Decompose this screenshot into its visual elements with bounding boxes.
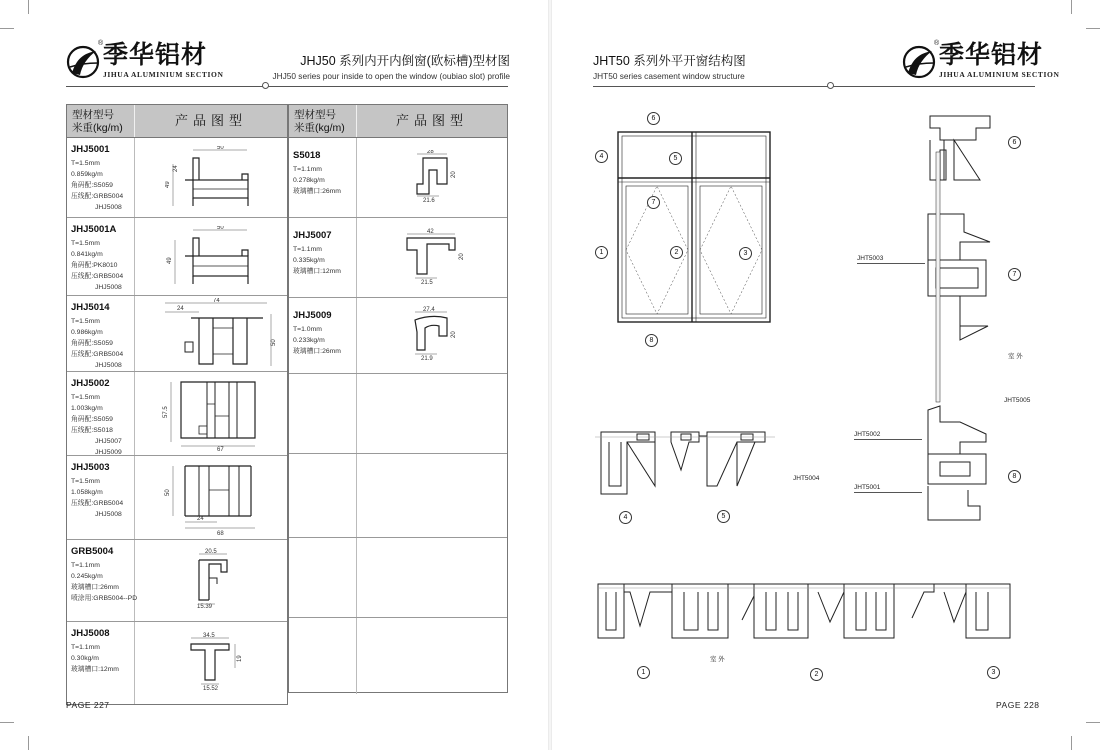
table-row <box>289 298 507 374</box>
svg-text:15.52: 15.52 <box>203 686 219 692</box>
brand-name-cn: 季华铝材 <box>103 40 208 69</box>
callout-7: 7 <box>1008 268 1021 281</box>
callout-6: 6 <box>1008 136 1021 149</box>
table-row <box>67 296 287 372</box>
svg-text:50: 50 <box>271 339 277 346</box>
profile-drawing <box>135 622 287 704</box>
table-row <box>67 372 287 456</box>
svg-text:15.39: 15.39 <box>197 604 213 610</box>
table-row <box>67 622 287 704</box>
profile-info: JHJ5014 T=1.5mm 0.986kg/m 角码配:S5059 压线配:GRB5004 JHJ5008 <box>67 296 135 371</box>
svg-text:49: 49 <box>167 257 173 264</box>
header-product-drawing: 产品图型 <box>395 113 468 128</box>
window-elevation-drawing <box>614 128 774 328</box>
profile-info: S5018 T=1.1mm 0.278kg/m 玻璃槽口:26mm <box>289 138 357 217</box>
svg-text:68: 68 <box>217 531 224 536</box>
svg-text:24: 24 <box>173 165 179 172</box>
table-row <box>67 218 287 296</box>
profile-drawing <box>135 540 287 621</box>
page-title-en: JHJ50 series pour inside to open the window (oubiao slot) profile <box>272 71 510 81</box>
svg-text:57.5: 57.5 <box>163 406 169 418</box>
page-number: PAGE 227 <box>66 700 110 710</box>
callout-3: 3 <box>987 666 1000 679</box>
page-title-en: JHT50 series casement window structure <box>593 71 745 81</box>
crop-mark <box>1086 722 1100 723</box>
profile-drawing <box>135 456 287 539</box>
profile-drawing <box>357 138 507 217</box>
brand-emblem-icon <box>66 45 100 79</box>
table-row <box>289 618 507 694</box>
crop-mark <box>1071 736 1072 750</box>
page-title-cn: JHJ50 系列内开内倒窗(欧标槽)型材图 <box>300 54 510 68</box>
callout-2: 2 <box>810 668 823 681</box>
svg-text:74: 74 <box>213 298 220 304</box>
label-jht5005: JHT5005 <box>1004 397 1031 404</box>
svg-text:67: 67 <box>217 447 224 452</box>
svg-text:19: 19 <box>237 655 243 662</box>
callout-8: 8 <box>1008 470 1021 483</box>
page-title-block <box>270 51 510 81</box>
profile-drawing <box>135 296 287 371</box>
callout-1: 1 <box>595 246 608 259</box>
callout-5: 5 <box>717 510 730 523</box>
callout-4: 4 <box>619 511 632 524</box>
rule-ornament <box>827 82 834 89</box>
svg-text:20: 20 <box>459 253 465 260</box>
svg-text:21.6: 21.6 <box>423 198 435 204</box>
crop-mark <box>0 28 14 29</box>
brand-name-cn: 季华铝材 <box>939 40 1044 69</box>
header-model-weight: 型材型号 米重(kg/m) <box>289 105 357 137</box>
callout-7: 7 <box>647 196 660 209</box>
svg-text:27.4: 27.4 <box>423 307 435 313</box>
svg-text:42: 42 <box>427 229 434 235</box>
header-rule <box>66 86 508 87</box>
label-outside: 室 外 <box>1008 353 1023 360</box>
crop-mark <box>28 0 29 14</box>
svg-text:20: 20 <box>451 171 457 178</box>
rule-ornament <box>262 82 269 89</box>
svg-text:21.5: 21.5 <box>421 280 433 286</box>
crop-mark <box>28 736 29 750</box>
callout-4: 4 <box>595 150 608 163</box>
header-model-weight: 型材型号 米重(kg/m) <box>67 105 135 137</box>
profile-table-left <box>66 104 288 705</box>
svg-text:34.5: 34.5 <box>203 633 215 639</box>
svg-text:24: 24 <box>197 516 204 522</box>
table-row <box>289 454 507 538</box>
table-row <box>67 456 287 540</box>
profile-drawing <box>357 218 507 297</box>
profile-drawing <box>135 372 287 455</box>
callout-6: 6 <box>647 112 660 125</box>
crop-mark <box>1086 28 1100 29</box>
svg-text:50: 50 <box>217 146 224 151</box>
svg-text:20.5: 20.5 <box>205 549 217 555</box>
right-page <box>550 0 1100 750</box>
table-row <box>289 218 507 298</box>
brand-logo <box>902 42 1059 79</box>
label-jht5002: JHT5002 <box>854 431 881 438</box>
callout-2: 2 <box>670 246 683 259</box>
profile-info: JHJ5007 T=1.1mm 0.335kg/m 玻璃槽口:12mm <box>289 218 357 297</box>
label-jht5001: JHT5001 <box>854 484 881 491</box>
svg-text:21.9: 21.9 <box>421 356 433 362</box>
profile-info: JHJ5001 T=1.5mm 0.859kg/m 角码配:S5059 压线配:GRB5004 JHJ5008 <box>67 138 135 217</box>
profile-info: JHJ5002 T=1.5mm 1.003kg/m 角码配:S5059 压线配:S5018 JHJ5007 JHJ5009 <box>67 372 135 455</box>
label-jht5003: JHT5003 <box>857 255 884 262</box>
table-header <box>289 104 507 138</box>
brand-name-en: JIHUA ALUMINIUM SECTION <box>939 70 1060 79</box>
callout-1: 1 <box>637 666 650 679</box>
table-row <box>289 538 507 618</box>
table-row <box>289 374 507 454</box>
brand-logo <box>66 42 223 79</box>
page-number: PAGE 228 <box>996 700 1040 710</box>
svg-text:28: 28 <box>427 150 434 155</box>
mullion-section-drawing <box>595 426 775 506</box>
profile-info: JHJ5009 T=1.0mm 0.233kg/m 玻璃槽口:26mm <box>289 298 357 373</box>
registered-mark: ® <box>98 40 104 47</box>
profile-drawing <box>135 138 287 217</box>
profile-info: GRB5004 T=1.1mm 0.245kg/m 玻璃槽口:26mm 喷涂用:GRB5004--PD <box>67 540 135 621</box>
callout-8: 8 <box>645 334 658 347</box>
svg-text:50: 50 <box>165 489 171 496</box>
brand-emblem-icon <box>902 45 936 79</box>
profile-drawing <box>135 218 287 295</box>
crop-mark <box>1071 0 1072 14</box>
profile-info: JHJ5001A T=1.5mm 0.841kg/m 角码配:PK8010 压线配:GRB5004 JHJ5008 <box>67 218 135 295</box>
svg-text:20: 20 <box>451 331 457 338</box>
header-rule <box>593 86 1035 87</box>
leader-line <box>854 492 922 493</box>
vertical-section-drawing <box>920 110 1000 530</box>
page-title-block <box>593 51 746 81</box>
callout-5: 5 <box>669 152 682 165</box>
profile-info: JHJ5008 T=1.1mm 0.30kg/m 玻璃槽口:12mm <box>67 622 135 704</box>
profile-table-right <box>288 104 508 693</box>
svg-text:50: 50 <box>217 226 224 231</box>
table-row <box>67 540 287 622</box>
table-row <box>289 138 507 218</box>
label-jht5004: JHT5004 <box>793 475 820 482</box>
svg-text:49: 49 <box>165 181 171 188</box>
horizontal-section-drawing <box>594 578 1014 648</box>
callout-3: 3 <box>739 247 752 260</box>
registered-mark: ® <box>934 40 940 47</box>
label-outside: 室 外 <box>710 656 725 663</box>
page-title-cn: JHT50 系列外平开窗结构图 <box>593 54 746 68</box>
table-header <box>67 104 287 138</box>
svg-text:24: 24 <box>177 306 184 312</box>
crop-mark <box>0 722 14 723</box>
table-row <box>67 138 287 218</box>
leader-line <box>854 439 922 440</box>
profile-drawing <box>357 298 507 373</box>
profile-info: JHJ5003 T=1.5mm 1.058kg/m 压线配:GRB5004 JHJ5008 <box>67 456 135 539</box>
brand-name-en: JIHUA ALUMINIUM SECTION <box>103 70 224 79</box>
header-product-drawing: 产品图型 <box>174 113 247 128</box>
leader-line <box>857 263 925 264</box>
